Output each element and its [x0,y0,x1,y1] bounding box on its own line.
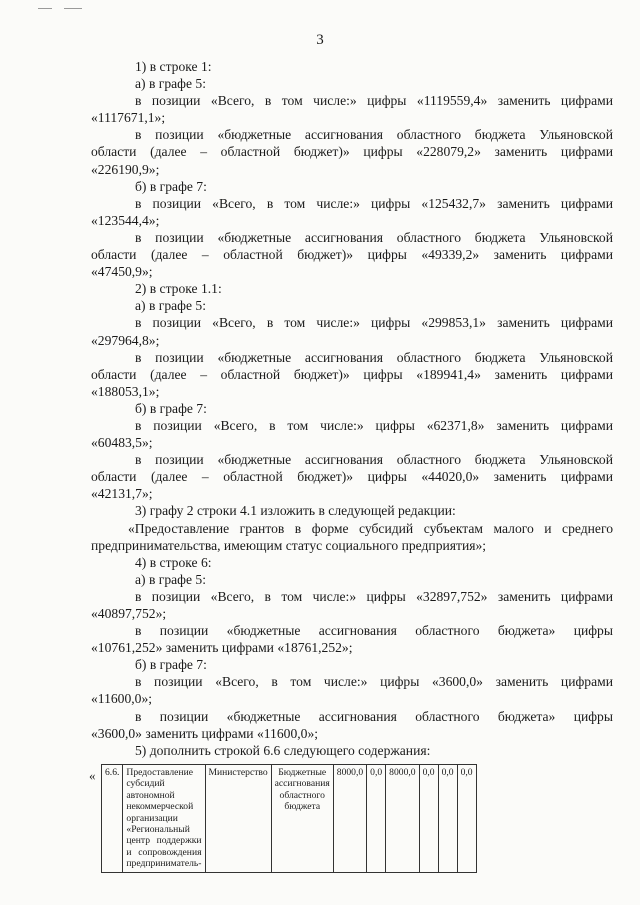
value-cell: 8000,0 [386,765,419,873]
page-number: 3 [316,32,324,48]
text-line: «10761,252» заменить цифрами «18761,252»; [91,640,353,656]
table-row [102,765,477,873]
text-line: области (далее – областной бюджет)» цифры «49339,2» заменить цифрами [91,247,613,263]
text-line: области (далее – областной бюджет)» цифры «44020,0» заменить цифрами [91,469,613,485]
amendment-table [101,764,477,873]
text-line: «47450,9»; [91,264,153,280]
text-line: б) в графе 7: [135,657,207,673]
text-line: «60483,5»; [91,435,153,451]
text-line: «188053,1»; [91,383,160,399]
funding-source-cell: Бюджетные ассигнования областного бюджета [271,765,333,873]
text-line: в позиции «бюджетные ассигнования областного бюджета Ульяновской [135,349,613,365]
text-line: «297964,8»; [91,332,160,348]
text-line: а) в графе 5: [135,298,206,314]
text-line: «Предоставление грантов в форме субсидий субъектам малого и среднего [128,520,613,536]
text-line: «11600,0»; [91,691,153,707]
text-line: «40897,752»; [91,606,167,621]
text-line: б) в графе 7: [135,400,207,416]
value-cell: 0,0 [457,765,476,873]
text-line: в позиции «Всего, в том числе:» цифры «299853,1» заменить цифрами [135,315,613,331]
text-line: в позиции «Всего, в том числе:» цифры «125432,7» заменить цифрами [135,195,613,211]
value-cell: 0,0 [419,765,438,873]
text-line: «42131,7»; [91,486,153,502]
text-line: 1) в строке 1: [135,59,212,74]
text-line: в позиции «бюджетные ассигнования областного бюджета» цифры [135,708,613,724]
value-cell: 8000,0 [333,765,366,873]
text-line: 4) в строке 6: [135,554,212,570]
text-line: а) в графе 5: [135,571,206,587]
text-line: в позиции «бюджетные ассигнования областного бюджета Ульяновской [135,127,613,143]
text-line: области (далее – областной бюджет)» цифры «228079,2» заменить цифрами [91,144,613,160]
text-line: предпринимательства, имеющим статус социального предприятия»; [91,537,487,553]
text-line: 5) дополнить строкой 6.6 следующего содержания: [135,742,431,758]
text-line: в позиции «бюджетные ассигнования областного бюджета Ульяновской [135,229,613,245]
text-line: в позиции «Всего, в том числе:» цифры «32897,752» заменить цифрами [135,588,613,604]
row-number-cell: 6.6. [102,765,123,873]
text-line: в позиции «бюджетные ассигнования областного бюджета» цифры [135,623,613,639]
description-cell: Предоставление субсидий автономной некоммерческой организации «Региональный центр поддержки и сопровождения предприниматель- [123,765,205,873]
text-line: «1117671,1»; [91,110,166,126]
text-line: «123544,4»; [91,212,160,228]
responsible-cell: Министерство [205,765,271,873]
text-line: б) в графе 7: [135,178,207,194]
text-line: области (далее – областной бюджет)» цифры «189941,4» заменить цифрами [91,366,613,382]
value-cell: 0,0 [438,765,457,873]
table-open-quote: « [89,768,96,783]
text-line: «226190,9»; [91,161,160,177]
text-line: 3) графу 2 строки 4.1 изложить в следующей редакции: [135,503,456,519]
text-line: в позиции «бюджетные ассигнования областного бюджета Ульяновской [135,452,613,468]
scan-artifact [64,8,82,9]
text-line: 2) в строке 1.1: [135,281,222,297]
text-line: в позиции «Всего, в том числе:» цифры «3600,0» заменить цифрами [135,674,613,690]
text-line: в позиции «Всего, в том числе:» цифры «62371,8» заменить цифрами [135,417,613,433]
text-line: а) в графе 5: [135,76,206,92]
document-body [91,58,613,759]
scan-artifact [38,8,52,9]
value-cell: 0,0 [367,765,386,873]
text-line: «3600,0» заменить цифрами «11600,0»; [91,725,319,741]
text-line: в позиции «Всего, в том числе:» цифры «1119559,4» заменить цифрами [135,93,613,109]
